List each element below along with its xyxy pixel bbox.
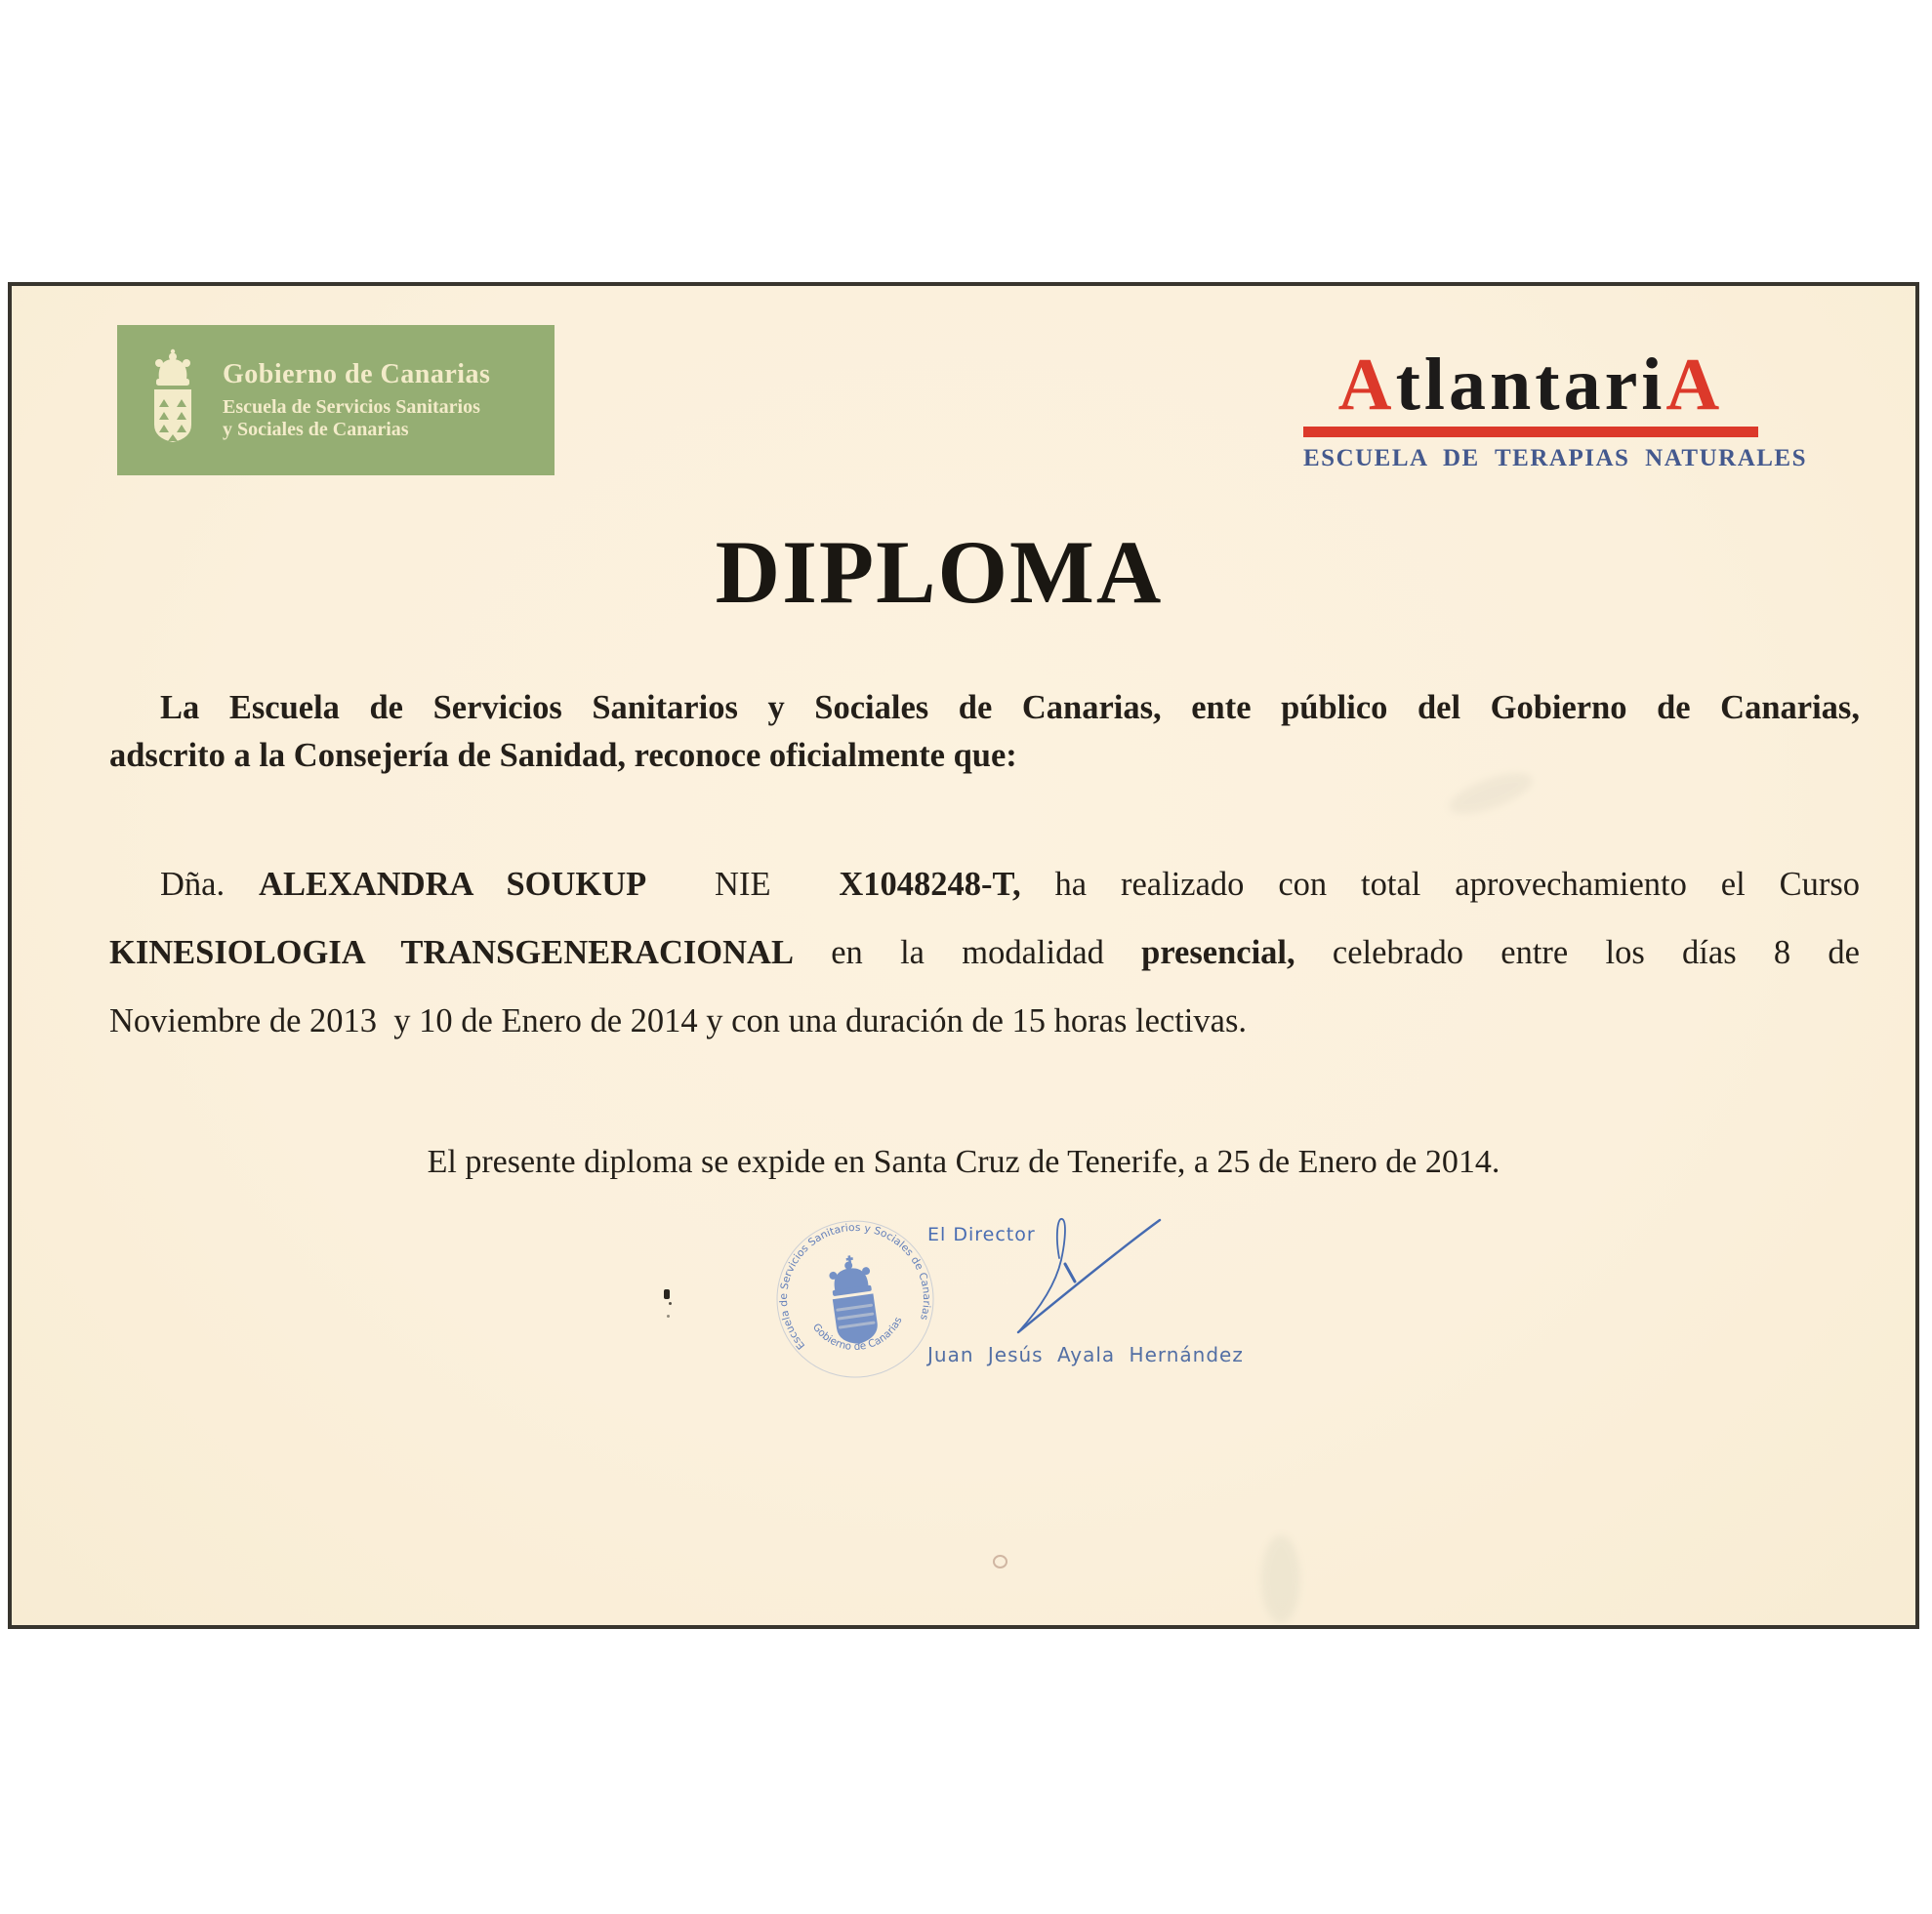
ring-mark-artifact bbox=[993, 1555, 1007, 1568]
director-name: Juan Jesús Ayala Hernández bbox=[927, 1343, 1244, 1366]
award-line-1 bbox=[109, 850, 1860, 918]
stamp-coat-of-arms-icon bbox=[827, 1253, 880, 1347]
official-round-stamp bbox=[772, 1216, 938, 1382]
stamp-ring-text-top: Escuela de Servicios Sanitarios y Sociales de Canarias bbox=[777, 1221, 933, 1352]
course-name: KINESIOLOGIA TRANSGENERACIONAL bbox=[109, 934, 794, 971]
atlantaria-first-letter: A bbox=[1337, 344, 1396, 426]
intro-paragraph bbox=[109, 684, 1860, 780]
award-line-1-rest: ha realizado con total aprovechamiento el Curso bbox=[1020, 866, 1860, 903]
award-line-3: Noviembre de 2013 y 10 de Enero de 2014 y con una duración de 15 horas lectivas. bbox=[109, 1002, 1247, 1039]
award-paragraph bbox=[109, 850, 1860, 1055]
gobierno-logo-subtitle-2: y Sociales de Canarias bbox=[223, 418, 409, 440]
modality-label: en la modalidad bbox=[793, 934, 1142, 971]
intro-line-2: adscrito a la Consejería de Sanidad, reconoce oficialmente que: bbox=[109, 737, 1017, 774]
stamp-ring-text-bottom: Gobierno de Canarias bbox=[809, 1315, 905, 1354]
nie-number: X1048248-T, bbox=[839, 866, 1021, 903]
atlantaria-underline bbox=[1303, 427, 1758, 437]
atlantaria-logo bbox=[1303, 344, 1807, 472]
modality-value: presencial, bbox=[1141, 934, 1295, 971]
issue-line: El presente diploma se expide en Santa Cruz de Tenerife, a 25 de Enero de 2014. bbox=[427, 1144, 1500, 1180]
diploma-title: DIPLOMA bbox=[715, 522, 1164, 622]
award-line-2-rest: celebrado entre los días 8 de bbox=[1295, 934, 1860, 971]
director-signature bbox=[1010, 1213, 1167, 1340]
intro-line-1: La Escuela de Servicios Sanitarios y Sociales de Canarias, ente público del Gobierno de Canarias, bbox=[160, 689, 1860, 726]
atlantaria-last-letter: A bbox=[1665, 344, 1724, 426]
director-label: El Director bbox=[927, 1224, 1036, 1245]
ink-speck-artifact bbox=[664, 1289, 672, 1319]
gobierno-logo-title: Gobierno de Canarias bbox=[223, 358, 491, 389]
atlantaria-subtitle: ESCUELA DE TERAPIAS NATURALES bbox=[1303, 445, 1807, 471]
award-salutation: Dña. bbox=[160, 866, 260, 903]
gobierno-canarias-logo bbox=[117, 325, 555, 475]
gobierno-logo-text bbox=[223, 360, 490, 441]
award-line-2 bbox=[109, 918, 1860, 987]
scan-smudge bbox=[1261, 1535, 1300, 1623]
atlantaria-wordmark bbox=[1303, 345, 1758, 425]
diploma-paper bbox=[8, 282, 1919, 1629]
nie-label: NIE bbox=[646, 866, 840, 903]
gobierno-logo-subtitle-1: Escuela de Servicios Sanitarios bbox=[223, 395, 480, 418]
canary-coat-of-arms-icon bbox=[146, 348, 199, 448]
recipient-name: ALEXANDRA SOUKUP bbox=[259, 866, 647, 903]
atlantaria-middle-letters: tlantari bbox=[1395, 344, 1666, 426]
